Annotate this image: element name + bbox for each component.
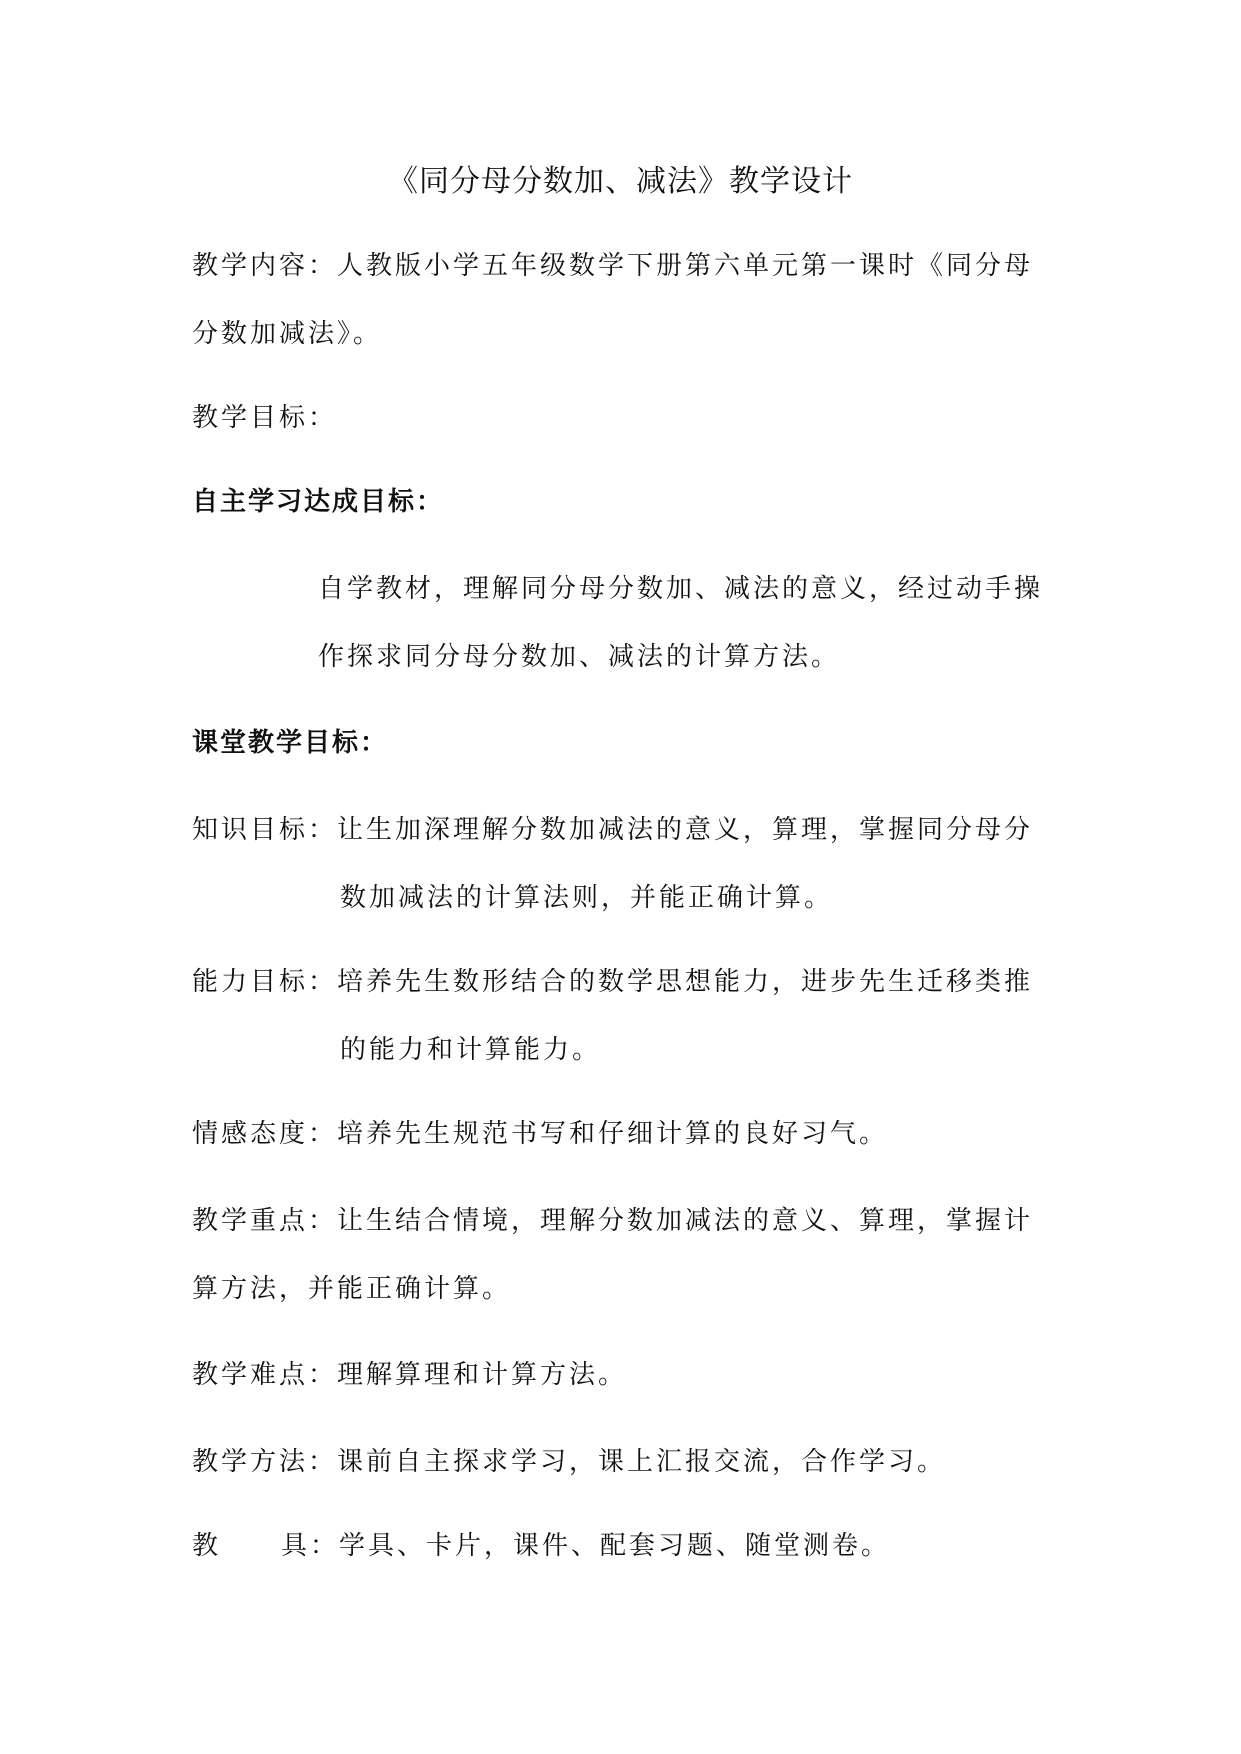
knowledge-objective-line-2: 数加减法的计算法则，并能正确计算。 xyxy=(340,883,834,913)
emotional-attitude: 情感态度：培养先生规范书写和仔细计算的良好习气。 xyxy=(192,1119,889,1149)
document-title: 《同分母分数加、减法》教学设计 xyxy=(388,164,853,199)
teaching-content-line-1: 教学内容：人教版小学五年级数学下册第六单元第一课时《同分母 xyxy=(192,251,1034,281)
objectives-heading: 教学目标： xyxy=(192,403,338,433)
self-study-heading: 自主学习达成目标： xyxy=(192,487,445,517)
teaching-difficulty: 教学难点：理解算理和计算方法。 xyxy=(192,1360,628,1390)
teaching-method: 教学方法：课前自主探求学习，课上汇报交流，合作学习。 xyxy=(192,1447,947,1477)
classroom-objectives-heading: 课堂教学目标： xyxy=(192,728,389,758)
key-points-line-2: 算方法，并能正确计算。 xyxy=(192,1274,512,1304)
self-study-line-1: 自学教材，理解同分母分数加、减法的意义，经过动手操 xyxy=(318,574,1044,604)
tools-value: 学具、卡片，课件、配套习题、随堂测卷。 xyxy=(339,1531,891,1561)
key-points-line-1: 教学重点：让生结合情境，理解分数加减法的意义、算理，掌握计 xyxy=(192,1206,1034,1236)
knowledge-objective-line-1: 知识目标：让生加深理解分数加减法的意义，算理，掌握同分母分 xyxy=(192,815,1034,845)
ability-objective-line-1: 能力目标：培养先生数形结合的数学思想能力，进步先生迁移类推 xyxy=(192,967,1034,997)
ability-objective-line-2: 的能力和计算能力。 xyxy=(340,1035,602,1065)
tools-label-second-char: 具： xyxy=(281,1531,340,1561)
teaching-tools xyxy=(192,1526,1052,1566)
teaching-content-line-2: 分数加减法》。 xyxy=(192,319,383,349)
self-study-line-2: 作探求同分母分数加、减法的计算方法。 xyxy=(318,642,841,672)
tools-label-first-char: 教 xyxy=(192,1531,222,1561)
